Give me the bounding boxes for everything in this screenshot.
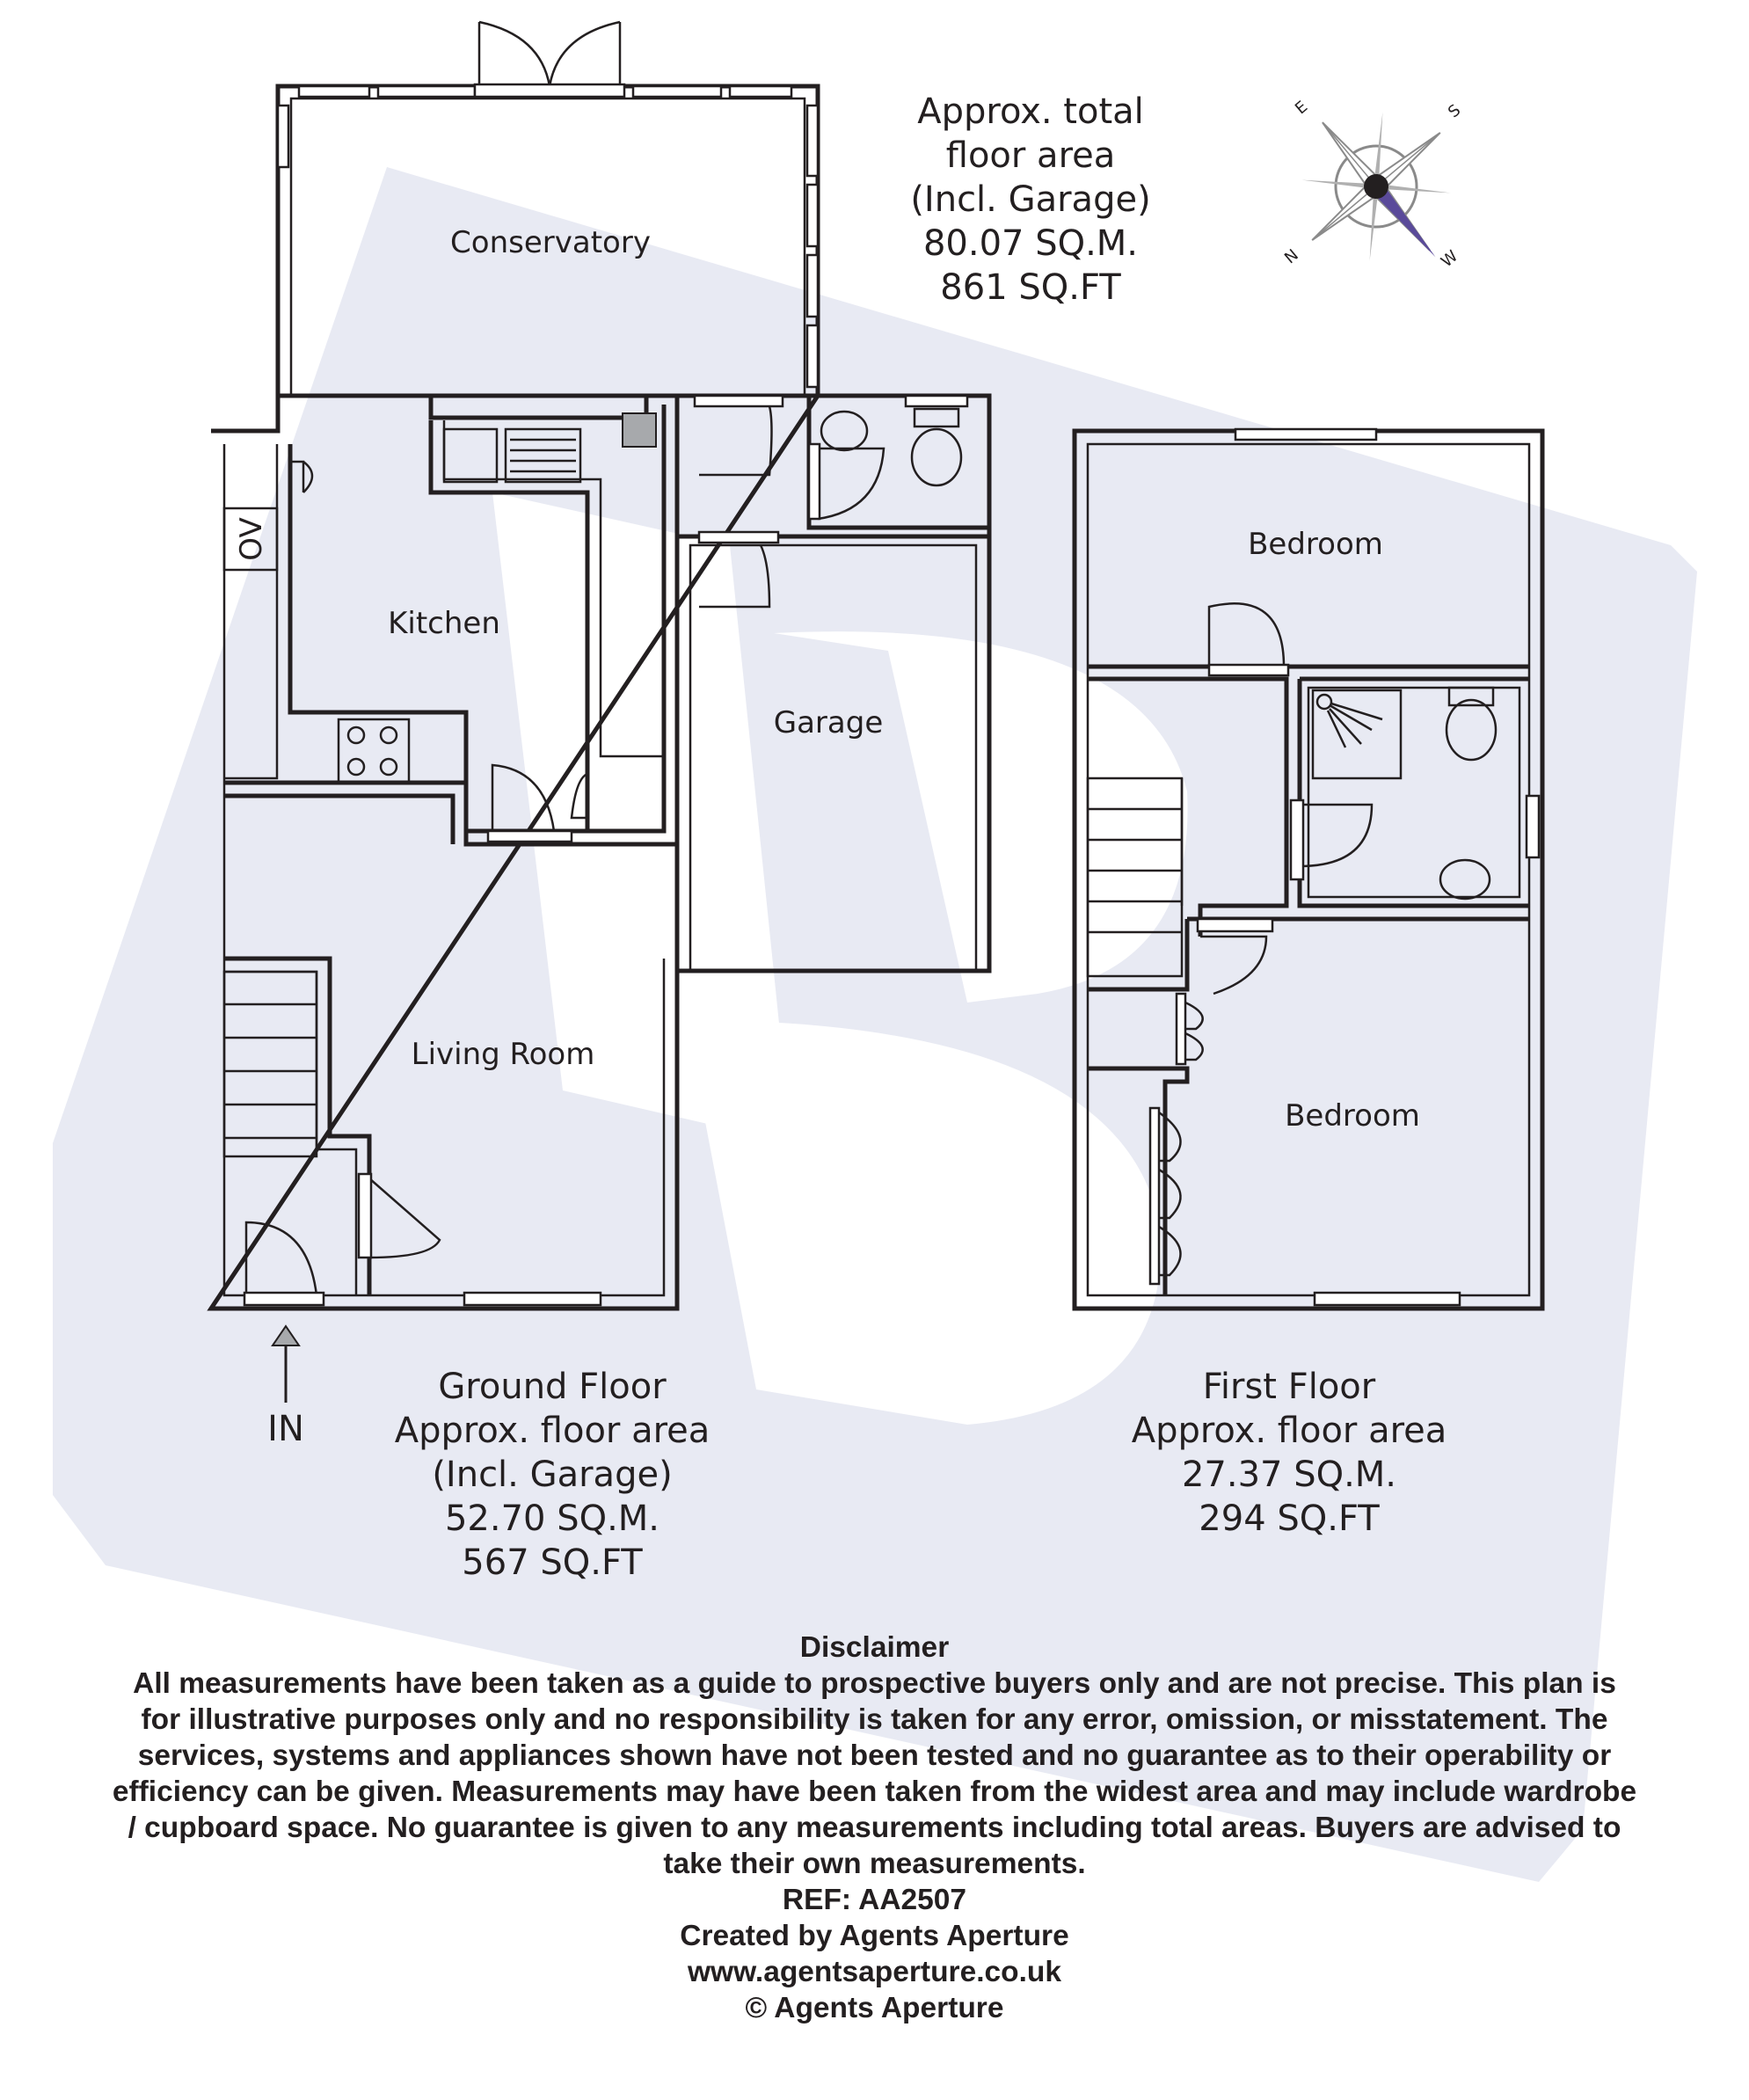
watermark-logo xyxy=(53,167,1697,1882)
created-by: Created by Agents Aperture xyxy=(680,1920,1069,1952)
ground-floor-title: Ground Floor xyxy=(438,1367,667,1407)
disclaimer-block xyxy=(9,1630,1740,2026)
total-area-line2: floor area xyxy=(945,135,1116,176)
compass-n-label: N xyxy=(1280,245,1302,268)
room-label-garage: Garage xyxy=(773,705,884,740)
total-area-line1: Approx. total xyxy=(917,91,1144,132)
ground-floor-area-line2: (Incl. Garage) xyxy=(432,1455,673,1495)
disclaimer-heading: Disclaimer xyxy=(799,1631,950,1664)
reference-number: REF: AA2507 xyxy=(782,1884,967,1916)
total-area-line3: (Incl. Garage) xyxy=(910,179,1151,220)
room-label-ov: OV xyxy=(234,517,269,561)
disclaimer-line: take their own measurements. xyxy=(663,1848,1086,1880)
boiler-icon xyxy=(623,413,656,447)
compass-s-label: S xyxy=(1444,100,1465,122)
disclaimer-line: / cupboard space. No guarantee is given to any measurements including total areas. Buyers are advised to xyxy=(128,1812,1621,1844)
room-label-bedroom-rear: Bedroom xyxy=(1248,527,1383,562)
total-area-block xyxy=(910,91,1150,308)
ground-floor-sqft: 567 SQ.FT xyxy=(462,1542,643,1583)
room-label-living-room: Living Room xyxy=(411,1037,595,1072)
room-label-conservatory: Conservatory xyxy=(450,225,651,260)
entrance-label: IN xyxy=(267,1409,304,1449)
disclaimer-line: efficiency can be given. Measurements may have been taken from the widest area and may include wardrobe xyxy=(112,1776,1637,1808)
disclaimer-line: for illustrative purposes only and no responsibility is taken for any error, omission, or misstatement. The xyxy=(141,1703,1608,1736)
first-floor-area-line1: Approx. floor area xyxy=(1131,1411,1447,1451)
room-label-bedroom-front: Bedroom xyxy=(1285,1098,1420,1134)
first-floor-title: First Floor xyxy=(1202,1367,1376,1407)
ground-floor-area-line1: Approx. floor area xyxy=(394,1411,711,1451)
website-link[interactable]: www.agentsaperture.co.uk xyxy=(687,1956,1062,1988)
total-area-sqft: 861 SQ.FT xyxy=(940,267,1121,308)
compass-e-label: E xyxy=(1291,97,1312,119)
conservatory-french-doors xyxy=(475,22,624,97)
first-floor-sqft: 294 SQ.FT xyxy=(1199,1498,1380,1539)
first-floor-sqm: 27.37 SQ.M. xyxy=(1181,1455,1397,1495)
room-label-kitchen: Kitchen xyxy=(388,606,500,641)
copyright: © Agents Aperture xyxy=(745,1992,1004,2024)
disclaimer-line: All measurements have been taken as a guide to prospective buyers only and are not precise. This plan is xyxy=(133,1667,1616,1700)
ground-floor-sqm: 52.70 SQ.M. xyxy=(444,1498,660,1539)
total-area-sqm: 80.07 SQ.M. xyxy=(922,223,1139,264)
compass-w-label: W xyxy=(1437,246,1462,272)
disclaimer-line: services, systems and appliances shown have not been tested and no guarantee as to their operability or xyxy=(137,1739,1612,1772)
